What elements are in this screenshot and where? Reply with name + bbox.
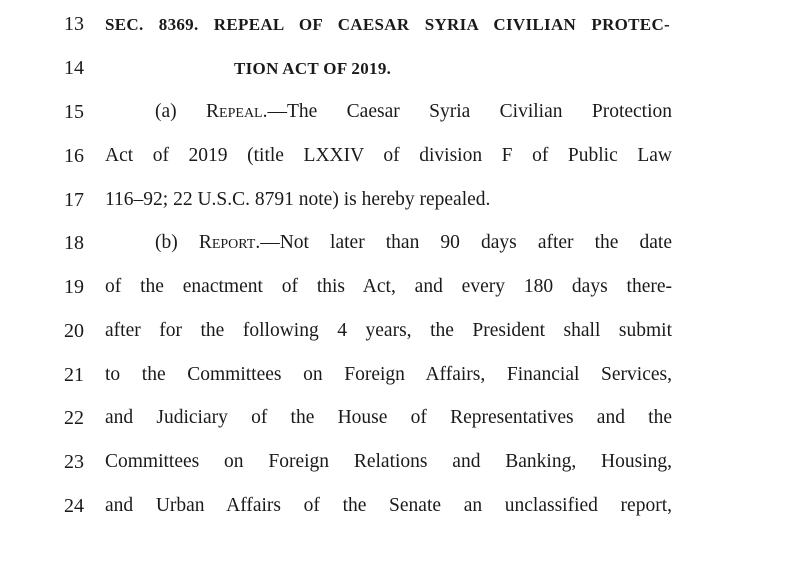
line-number: 16	[64, 145, 84, 167]
line-number: 17	[64, 189, 84, 211]
subsection-a-text: The Caesar Syria Civilian Protection	[286, 101, 673, 122]
line-text: Committees on Foreign Relations and Banking, Housing,	[105, 451, 672, 472]
document-line-19	[0, 276, 800, 320]
document-line-22	[0, 407, 800, 451]
subsection-b-first-line	[155, 232, 672, 254]
line-text: Act of 2019 (title LXXIV of division F of Public Law	[105, 145, 672, 166]
subsection-a-heading-punct: .—	[262, 101, 287, 122]
line-text: after for the following 4 years, the President shall submit	[105, 320, 672, 341]
subsection-a-first-line	[155, 101, 672, 123]
line-text: of the enactment of this Act, and every 180 days there-	[105, 276, 672, 297]
subsection-b-enum: (b)	[155, 232, 178, 253]
line-number: 23	[64, 451, 84, 473]
section-heading-line-1: SEC. 8369. REPEAL OF CAESAR SYRIA CIVILIAN PROTEC-	[105, 15, 670, 34]
document-line-24	[0, 495, 800, 539]
line-number: 24	[64, 495, 84, 517]
document-line-20	[0, 320, 800, 364]
line-number: 15	[64, 101, 84, 123]
line-text: and Urban Affairs of the Senate an unclassified report,	[105, 495, 672, 516]
subsection-b-heading: Report	[198, 232, 256, 253]
document-line-17	[0, 189, 800, 233]
document-line-13	[0, 13, 800, 57]
line-text: and Judiciary of the House of Representatives and the	[105, 407, 672, 428]
line-number: 22	[64, 407, 84, 429]
document-line-23	[0, 451, 800, 495]
document-line-16	[0, 145, 800, 189]
line-text: to the Committees on Foreign Affairs, Financial Services,	[105, 364, 672, 385]
line-number: 20	[64, 320, 84, 342]
line-text: 116–92; 22 U.S.C. 8791 note) is hereby repealed.	[105, 189, 491, 210]
document-line-18	[0, 232, 800, 276]
document-line-21	[0, 364, 800, 408]
subsection-a-enum: (a)	[155, 101, 177, 122]
subsection-b-text: Not later than 90 days after the date	[279, 232, 672, 253]
section-heading-line-2: TION ACT OF 2019.	[234, 59, 392, 78]
document-line-15	[0, 101, 800, 145]
subsection-b-heading-punct: .—	[255, 232, 280, 253]
line-number: 13	[64, 13, 84, 35]
line-number: 14	[64, 57, 84, 79]
line-number: 19	[64, 276, 84, 298]
line-number: 21	[64, 364, 84, 386]
subsection-a-heading: Repeal	[206, 101, 263, 122]
document-line-14	[0, 57, 800, 101]
line-number: 18	[64, 232, 84, 254]
